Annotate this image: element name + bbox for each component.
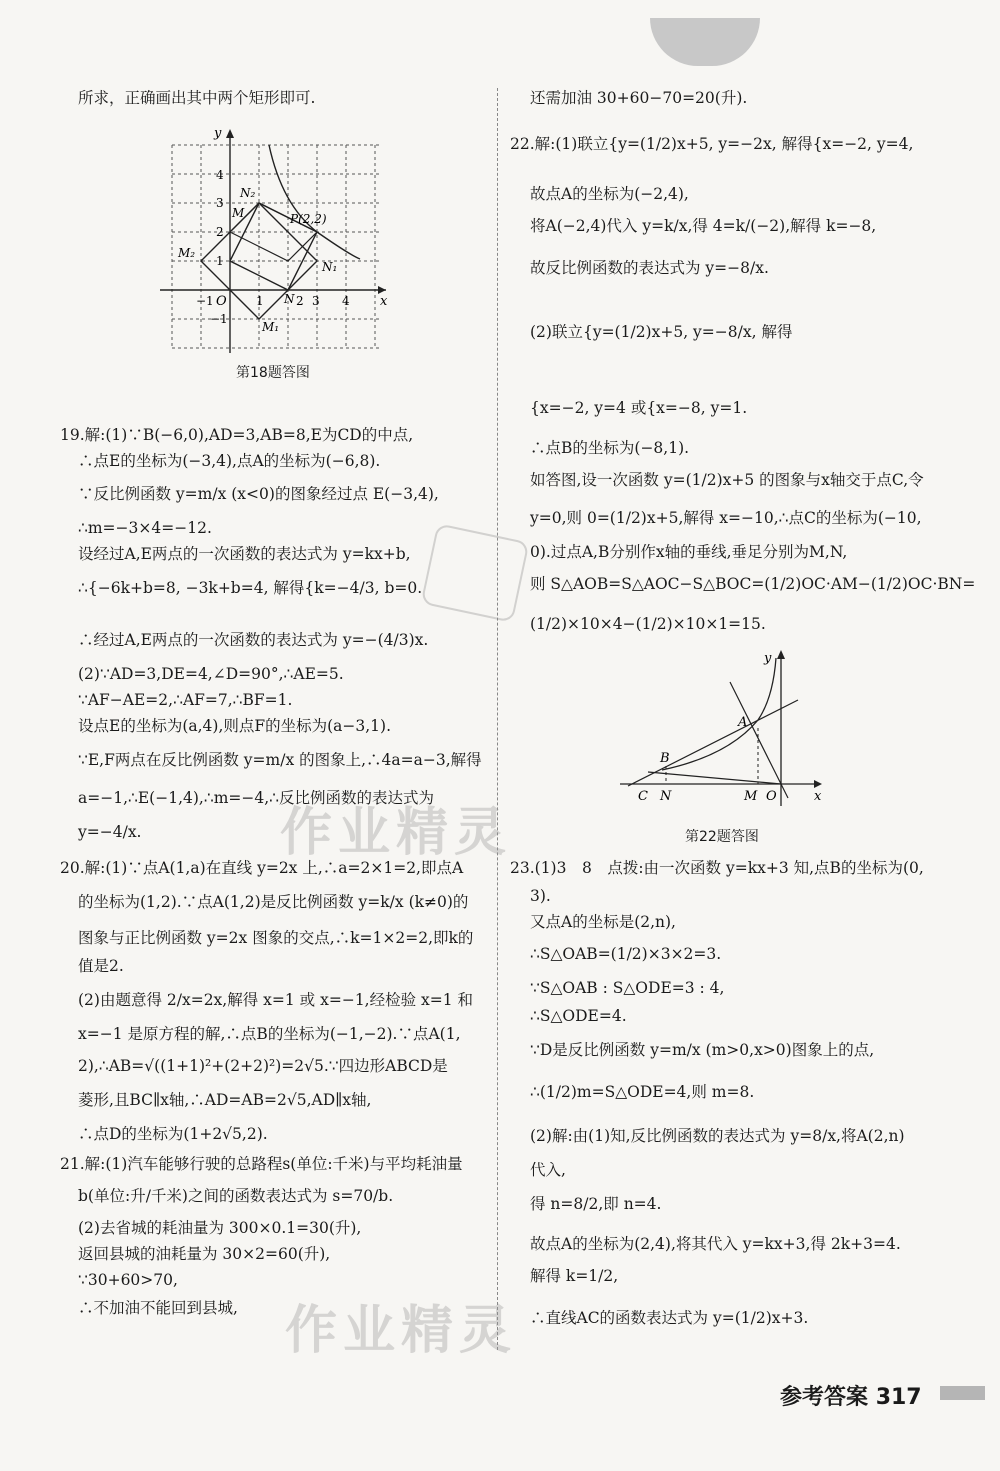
top-page-tab	[650, 18, 760, 66]
text-line: 设经过A,E两点的一次函数的表达式为 y=kx+b,	[78, 545, 411, 563]
fig18-label-n2: N₂	[240, 186, 256, 200]
text-line: 所求，正确画出其中两个矩形即可.	[78, 89, 316, 107]
text-line: (2)去省城的耗油量为 300×0.1=30(升),	[78, 1219, 362, 1237]
text-line: ∵D是反比例函数 y=m/x (m>0,x>0)图象上的点,	[530, 1041, 875, 1059]
text-line: ∴(1/2)m=S△ODE=4,则 m=8.	[530, 1083, 755, 1101]
text-line: 图象与正比例函数 y=2x 图象的交点,∴k=1×2=2,即k的	[78, 929, 474, 947]
text-line: 又点A的坐标是(2,n),	[530, 913, 676, 931]
text-line: 2),∴AB=√((1+1)²+(2+2)²)=2√5.∵四边形ABCD是	[78, 1057, 448, 1075]
watermark-text: 作业精灵	[280, 802, 513, 863]
text-line: ∴经过A,E两点的一次函数的表达式为 y=−(4/3)x.	[78, 631, 429, 649]
text-line: 22.解:(1)联立{y=(1/2)x+5, y=−2x, 解得{x=−2, y=4,	[510, 135, 914, 153]
fig18-xtick: 4	[342, 294, 350, 308]
text-line: (2)∵AD=3,DE=4,∠D=90°,∴AE=5.	[78, 665, 344, 683]
fig22-origin: O	[766, 789, 777, 804]
text-line: 得 n=8/2,即 n=4.	[530, 1195, 662, 1213]
fig18-ytick: 1	[216, 254, 224, 268]
text-line: 20.解:(1)∵点A(1,a)在直线 y=2x 上,∴a=2×1=2,即点A	[60, 859, 464, 877]
text-line: 还需加油 30+60−70=20(升).	[530, 89, 748, 107]
watermark-text: 作业精灵	[285, 1300, 518, 1361]
fig18-ytick: −1	[210, 312, 228, 326]
text-line: 3).	[530, 887, 551, 905]
text-line: 则 S△AOB=S△AOC−S△BOC=(1/2)OC·AM−(1/2)OC·BN=	[530, 575, 976, 593]
fig22-label-a: A	[738, 715, 748, 730]
text-line: y=0,则 0=(1/2)x+5,解得 x=−10,∴点C的坐标为(−10,	[530, 509, 922, 527]
fig22-label-c: C	[638, 789, 648, 804]
fig18-label-p: P(2,2)	[290, 212, 327, 226]
text-line: ∵反比例函数 y=m/x (x<0)的图象经过点 E(−3,4),	[78, 485, 439, 503]
text-line: 返回县城的油耗量为 30×2=60(升),	[78, 1245, 331, 1263]
text-line: ∴点D的坐标为(1+2√5,2).	[78, 1125, 268, 1143]
text-line: 的坐标为(1,2).∵点A(1,2)是反比例函数 y=k/x (k≠0)的	[78, 893, 469, 911]
text-line: 21.解:(1)汽车能够行驶的总路程s(单位:千米)与平均耗油量	[60, 1155, 463, 1173]
text-line: 如答图,设一次函数 y=(1/2)x+5 的图象与x轴交于点C,令	[530, 471, 924, 489]
fig18-axis-x: x	[380, 294, 388, 309]
text-line: 19.解:(1)∵B(−6,0),AD=3,AB=8,E为CD的中点,	[60, 426, 414, 444]
fig18-label-m1: M₁	[262, 320, 280, 334]
text-line: (2)联立{y=(1/2)x+5, y=−8/x, 解得	[530, 323, 793, 341]
fig18-label-m: M	[232, 206, 245, 220]
fig18-xtick: −1	[196, 294, 214, 308]
text-line: {x=−2, y=4 或{x=−8, y=1.	[530, 399, 748, 417]
text-line: (2)由题意得 2/x=2x,解得 x=1 或 x=−1,经检验 x=1 和	[78, 991, 474, 1009]
figure-18-caption: 第18题答图	[236, 365, 310, 381]
text-line: (1/2)×10×4−(1/2)×10×1=15.	[530, 615, 766, 633]
page-number: 317	[875, 1385, 922, 1410]
text-line: 值是2.	[78, 957, 124, 975]
footer-bar	[940, 1386, 985, 1400]
figure-22-graph	[618, 648, 838, 808]
text-line: 将A(−2,4)代入 y=k/x,得 4=k/(−2),解得 k=−8,	[530, 217, 877, 235]
fig18-label-n1: N₁	[322, 260, 338, 274]
text-line: 设点E的坐标为(a,4),则点F的坐标为(a−3,1).	[78, 717, 392, 735]
text-line: 23.(1)3 8 点拨:由一次函数 y=kx+3 知,点B的坐标为(0,	[510, 859, 924, 877]
text-line: ∴直线AC的函数表达式为 y=(1/2)x+3.	[530, 1309, 809, 1327]
fig18-origin: O	[216, 294, 227, 309]
text-line: 解得 k=1/2,	[530, 1267, 619, 1285]
text-line: ∴S△OAB=(1/2)×3×2=3.	[530, 945, 722, 963]
text-line: y=−4/x.	[78, 823, 142, 841]
text-line: ∴m=−3×4=−12.	[78, 519, 212, 537]
column-divider	[497, 88, 498, 1350]
figure-18-graph	[150, 125, 410, 355]
text-line: ∴{−6k+b=8, −3k+b=4, 解得{k=−4/3, b=0.	[78, 579, 423, 597]
fig22-label-m: M	[744, 789, 758, 804]
fig22-axis-y: y	[764, 651, 772, 666]
fig18-ytick: 4	[216, 168, 224, 182]
fig22-axis-x: x	[814, 789, 822, 804]
fig22-label-n: N	[660, 789, 672, 804]
text-line: ∵S△OAB : S△ODE=3 : 4,	[530, 979, 725, 997]
text-line: ∵AF−AE=2,∴AF=7,∴BF=1.	[78, 691, 293, 709]
fig22-label-b: B	[660, 751, 670, 766]
footer-title: 参考答案	[780, 1385, 869, 1410]
fig18-xtick: 3	[312, 294, 320, 308]
text-line: 代入,	[530, 1161, 566, 1179]
watermark-stamp	[421, 523, 530, 623]
fig18-xtick: 1	[256, 294, 264, 308]
text-line: a=−1,∴E(−1,4),∴m=−4,∴反比例函数的表达式为	[78, 789, 435, 807]
text-line: ∴不加油不能回到县城,	[78, 1299, 238, 1317]
figure-22-caption: 第22题答图	[685, 829, 759, 845]
text-line: ∵E,F两点在反比例函数 y=m/x 的图象上,∴4a=a−3,解得	[78, 751, 482, 769]
text-line: b(单位:升/千米)之间的函数表达式为 s=70/b.	[78, 1187, 394, 1205]
text-line: x=−1 是原方程的解,∴点B的坐标为(−1,−2).∵点A(1,	[78, 1025, 461, 1043]
fig18-ytick: 2	[216, 225, 224, 239]
fig18-ytick: 3	[216, 196, 224, 210]
text-line: 故点A的坐标为(2,4),将其代入 y=kx+3,得 2k+3=4.	[530, 1235, 901, 1253]
fig18-label-m2: M₂	[178, 246, 196, 260]
text-line: ∴S△ODE=4.	[530, 1007, 627, 1025]
fig18-axis-y: y	[214, 126, 222, 141]
fig18-label-n: N	[284, 292, 295, 306]
text-line: ∵30+60>70,	[78, 1271, 178, 1289]
text-line: ∴点E的坐标为(−3,4),点A的坐标为(−6,8).	[78, 452, 381, 470]
text-line: 故点A的坐标为(−2,4),	[530, 185, 689, 203]
text-line: ∴点B的坐标为(−8,1).	[530, 439, 690, 457]
text-line: 0).过点A,B分别作x轴的垂线,垂足分别为M,N,	[530, 543, 848, 561]
text-line: (2)解:由(1)知,反比例函数的表达式为 y=8/x,将A(2,n)	[530, 1127, 905, 1145]
text-line: 故反比例函数的表达式为 y=−8/x.	[530, 259, 769, 277]
text-line: 菱形,且BC∥x轴,∴AD=AB=2√5,AD∥x轴,	[78, 1091, 372, 1109]
footer-label	[780, 1380, 922, 1411]
fig18-xtick: 2	[296, 294, 304, 308]
